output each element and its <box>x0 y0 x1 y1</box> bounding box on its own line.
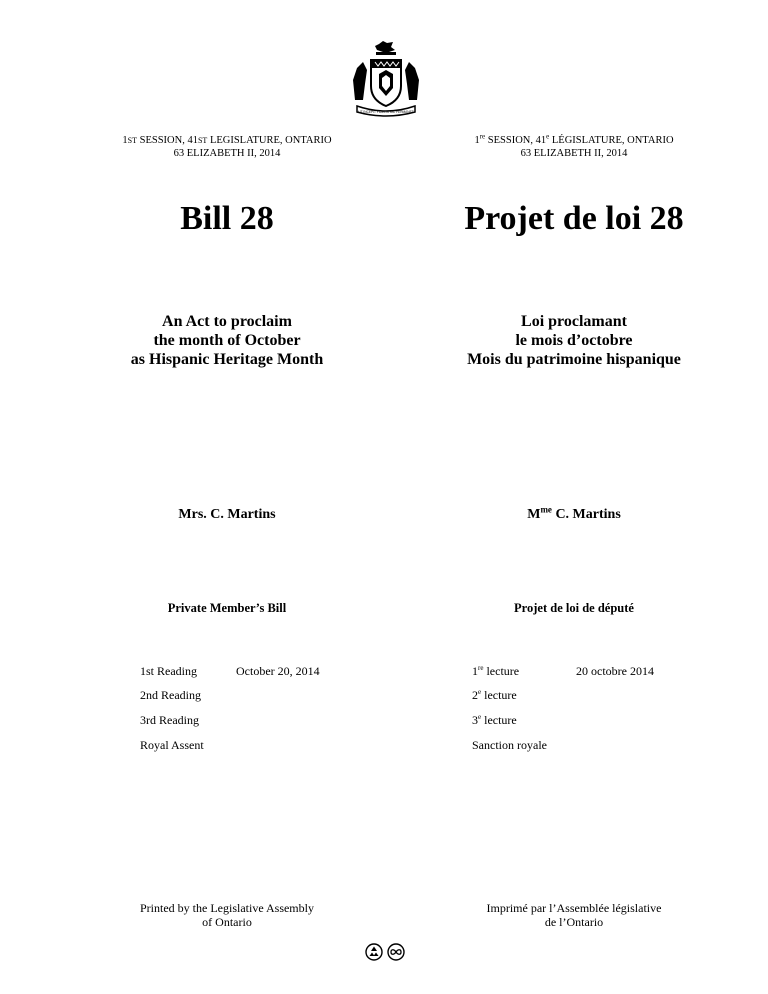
bill-type-fr: Projet de loi de député <box>514 601 634 615</box>
session-line-en: 1ST SESSION, 41ST LEGISLATURE, ONTARIO 63 ELIZABETH II, 2014 <box>122 135 332 159</box>
infinity-paper-icon <box>387 943 405 961</box>
bill-title-en: Bill 28 <box>180 200 274 237</box>
session-line-fr: 1re SESSION, 41e LÉGISLATURE, ONTARIO 63 ELIZABETH II, 2014 <box>474 132 674 159</box>
bill-type-en: Private Member’s Bill <box>167 601 287 615</box>
printed-by-en: Printed by the Legislative Assembly of Ontario <box>140 901 314 929</box>
act-title-en: An Act to proclaim the month of October as Hispanic Heritage Month <box>130 313 324 368</box>
svg-text:UT INCEPIT FIDELIS SIC PERMANE: UT INCEPIT FIDELIS SIC PERMANET <box>358 110 414 114</box>
reading-en-1-label: 1st Reading <box>140 664 197 678</box>
ontario-coat-of-arms <box>349 40 423 120</box>
year-fr: 63 ELIZABETH II, 2014 <box>520 148 628 159</box>
reading-en-2-label: 2nd Reading <box>140 688 201 702</box>
reading-en-1-date: October 20, 2014 <box>236 664 320 678</box>
member-fr: $M^{me}$ C. Martins <box>527 504 621 522</box>
royal-assent-en-label: Royal Assent <box>140 738 204 752</box>
reading-fr-1-label: 1re lecture <box>472 664 520 678</box>
reading-fr-1-date: 20 octobre 2014 <box>576 664 654 678</box>
member-en: Mrs. C. Martins <box>178 507 276 522</box>
printed-by-fr: Imprimé par l’Assemblée législative de l’Ontario <box>486 901 662 929</box>
royal-assent-fr-label: Sanction royale <box>472 738 547 752</box>
bill-title-fr: Projet de loi 28 <box>464 200 684 237</box>
reading-en-3-label: 3rd Reading <box>140 713 199 727</box>
reading-fr-3-label: 3e lecture <box>472 713 517 727</box>
year-en: 63 ELIZABETH II, 2014 <box>173 148 281 159</box>
recycle-icon <box>365 943 383 961</box>
reading-fr-2-label: 2e lecture <box>472 688 517 702</box>
act-title-fr: Loi proclamant le mois d’octobre Mois du patrimoine hispanique <box>467 313 681 368</box>
